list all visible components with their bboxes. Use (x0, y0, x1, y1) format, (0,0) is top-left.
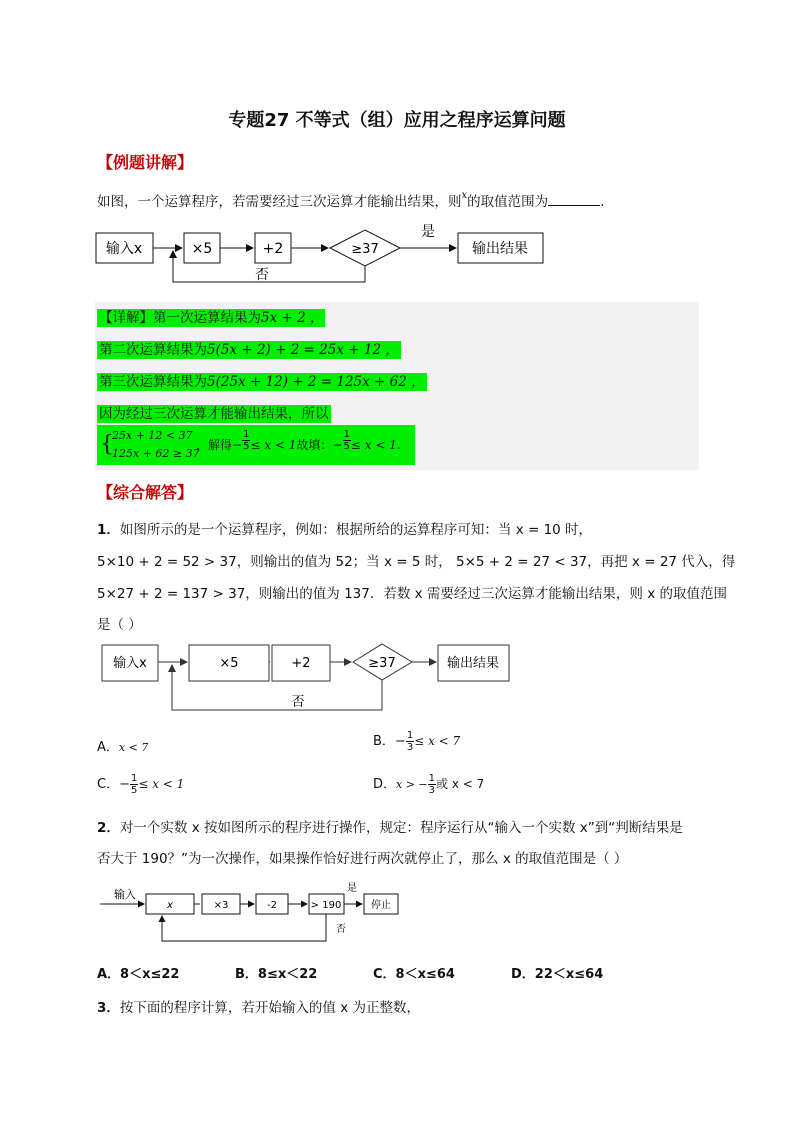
q2-flow-no: 否 (336, 924, 346, 935)
solve-num: 1 (243, 429, 250, 440)
detail-line-1 (97, 306, 325, 326)
flow-add-label: +2 (262, 241, 284, 257)
q2-line-2: 否大于 190？”为一次操作，如果操作恰好进行两次就停止了，那么 x 的取值范围是（ ） (97, 851, 628, 867)
q2-flow-input: 输入 (114, 888, 136, 901)
answer-label: 故填： (296, 438, 333, 452)
page-title: 专题27 不等式（组）应用之程序运算问题 (228, 110, 566, 131)
q2-flow-multiply: ×3 (213, 900, 229, 911)
q1-option-b-label: B． (373, 734, 395, 749)
q1-flowchart (98, 640, 518, 715)
inequality-system (112, 427, 200, 463)
q2-line-1 (97, 816, 683, 836)
q1-flow-input: 输入x (113, 656, 147, 671)
flow-input-label: 输入x (105, 241, 143, 257)
q1-option-b[interactable] (373, 730, 460, 753)
example-question (97, 190, 604, 210)
q1-option-c-pre: − (119, 777, 130, 792)
q1-number: 1． (97, 522, 120, 538)
q1-flow-condition: ≥37 (368, 656, 396, 671)
q2-flow-yes: 是 (347, 883, 357, 894)
flow-yes-label: 是 (421, 224, 435, 240)
q2-option-d[interactable]: D．22＜x≤64 (511, 967, 604, 982)
system-brace: { (100, 432, 114, 457)
q2-option-b[interactable]: B．8≤x＜22 (235, 967, 318, 982)
detail-line-3-math: 5(25x + 12) + 2 = 125x + 62 ， (207, 374, 425, 390)
q2-number: 2． (97, 820, 120, 836)
q2-option-a[interactable]: A．8＜x≤22 (97, 967, 180, 982)
detail-line-2-text: 第二次运算结果为 (99, 342, 207, 358)
q3-text: 按下面的程序计算，若开始输入的值 x 为正整数， (119, 1000, 420, 1016)
detail-line-2-math: 5(5x + 2) + 2 = 25x + 12 ， (207, 342, 399, 358)
answer-range: ≤ x < 1 (350, 438, 397, 452)
q1-option-b-pre: − (394, 734, 406, 749)
q2-option-c[interactable]: C．8＜x≤64 (373, 967, 455, 982)
q1-option-b-post: ≤ x < 7 (414, 734, 461, 748)
q1-d-num: 1 (428, 773, 436, 784)
solve-den: 5 (243, 441, 250, 452)
answer-blank (548, 193, 600, 206)
q1-option-d-post: 或 x < 7 (436, 777, 485, 791)
q1-flow-no: 否 (291, 695, 305, 710)
detail-line-3 (97, 370, 427, 390)
q2-line-1-text: 对一个实数 x 按如图所示的程序进行操作，规定：程序运行从“输入一个实数 x”到“判断结果是 (119, 820, 683, 836)
q1-c-num: 1 (130, 773, 138, 784)
q1-flow-add: +2 (291, 656, 311, 671)
q1-option-d-label: D． (373, 777, 397, 792)
q2-flowchart (96, 878, 406, 946)
answer-fraction (343, 429, 351, 452)
example-var: x (461, 190, 468, 201)
solve-range: ≤ x < 1 (250, 438, 297, 452)
detail-label: 【详解】 (99, 310, 153, 326)
system-row-2: 125x + 62 ≥ 37 (112, 447, 200, 460)
section-heading-comprehensive: 【综合解答】 (97, 483, 194, 502)
solve-expression (196, 429, 401, 453)
system-row-1: 25x + 12 < 37 (112, 429, 193, 442)
q1-b-den: 3 (406, 742, 414, 753)
q1-line-3: 5×27 + 2 = 137 > 37，则输出的值为 137．若数 x 需要经过三次运算才能输出结果，则 x 的取值范围 (97, 586, 727, 602)
q1-line-2: 5×10 + 2 = 52 > 37，则输出的值为 52；当 x = 5 时， 5×5 + 2 = 27 < 37，再把 x = 27 代入，得 (97, 554, 736, 570)
answer-end: . (396, 438, 401, 452)
example-text-before: 如图，一个运算程序，若需要经过三次运算才能输出结果，则 (97, 194, 462, 210)
q1-option-c-label: C． (97, 777, 120, 792)
q1-option-d-pre: x > − (396, 778, 428, 791)
answer-den: 5 (343, 441, 350, 452)
q1-d-den: 3 (428, 785, 436, 796)
q2-flow-stop: 停止 (371, 900, 391, 911)
section-heading-examples: 【例题讲解】 (97, 153, 194, 172)
q1-option-a[interactable] (97, 736, 148, 755)
q1-option-c-post: ≤ x < 1 (138, 777, 185, 791)
q1-flow-output: 输出结果 (446, 656, 500, 671)
q2-flow-condition: > 190 (310, 900, 342, 911)
q1-line-4: 是（ ） (97, 617, 142, 633)
q1-option-a-label: A． (97, 740, 119, 755)
example-end: . (600, 194, 605, 210)
q2-flow-x: x (167, 900, 173, 911)
example-text-after: 的取值范围为 (467, 194, 549, 210)
detail-line-1-math: 5x + 2 ， (261, 310, 324, 326)
q1-option-b-fraction (406, 730, 414, 753)
q3-number: 3． (97, 1000, 120, 1016)
answer-num: 1 (343, 429, 350, 440)
q3-line-1 (97, 996, 420, 1016)
detail-line-2 (97, 338, 401, 358)
q1-flow-multiply: ×5 (219, 656, 239, 671)
flow-output-label: 输出结果 (472, 241, 528, 257)
q1-option-d-fraction (428, 773, 436, 796)
detail-line-4-text: 因为经过三次运算才能输出结果，所以 (99, 406, 329, 422)
detail-line-4 (97, 402, 331, 422)
flow-multiply-label: ×5 (191, 241, 213, 257)
q1-option-c[interactable] (97, 773, 184, 796)
flow-no-label: 否 (255, 267, 269, 283)
q1-option-d[interactable] (373, 773, 484, 796)
solve-label: ，解得 (196, 438, 233, 452)
flow-condition-label: ≥37 (351, 242, 379, 257)
q1-line-1-text: 如图所示的是一个运算程序，例如：根据所给的运算程序可知：当 x = 10 时， (119, 522, 593, 538)
example-flowchart (90, 220, 560, 292)
q1-c-den: 5 (130, 785, 138, 796)
answer-minus: − (332, 438, 343, 452)
q1-b-num: 1 (406, 730, 414, 741)
solve-minus: − (232, 438, 243, 452)
q1-line-1 (97, 518, 592, 538)
q2-flow-subtract: -2 (267, 900, 277, 911)
detail-line-1-text: 第一次运算结果为 (153, 310, 261, 326)
q1-option-a-text: x < 7 (118, 741, 149, 754)
detail-line-3-text: 第三次运算结果为 (99, 374, 207, 390)
